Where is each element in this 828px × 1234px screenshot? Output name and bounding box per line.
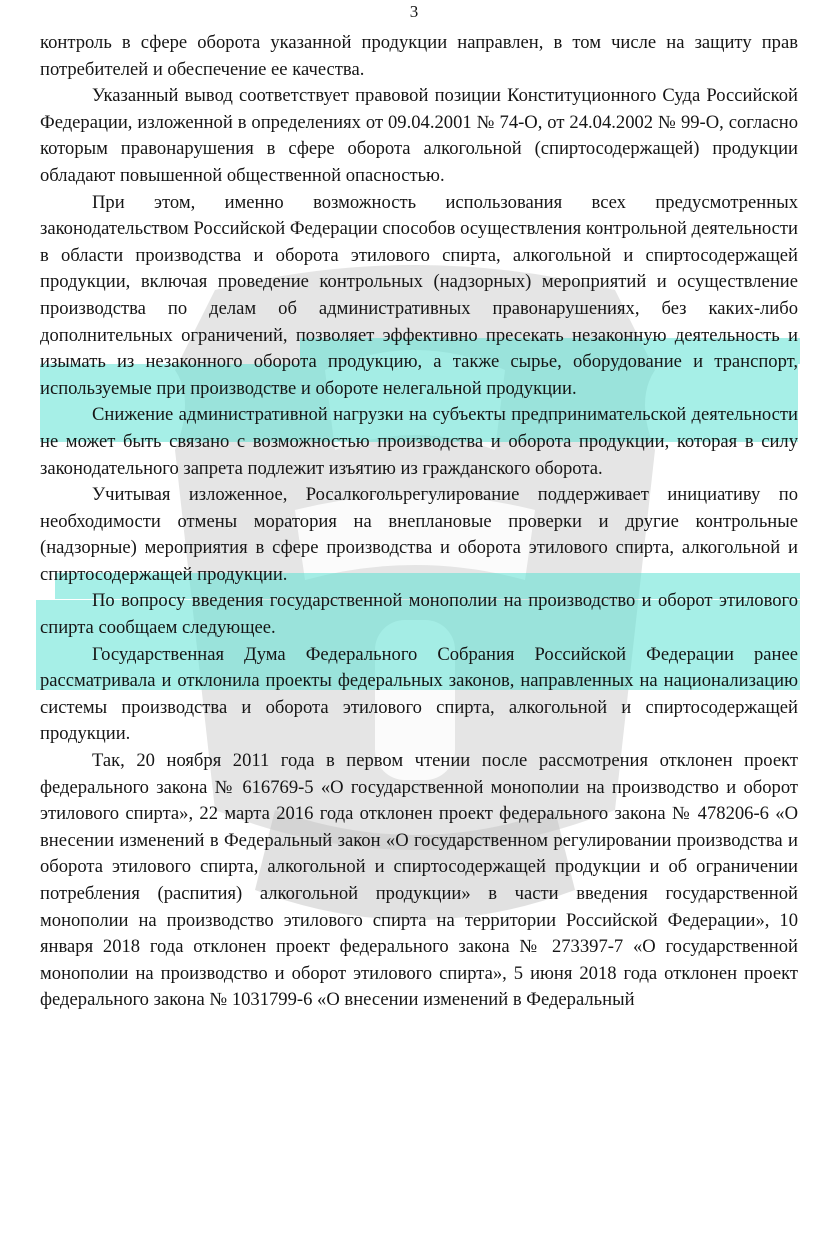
paragraph-1: контроль в сфере оборота указанной продукции направлен, в том числе на защиту прав потребителей и обеспечение ее качества.	[40, 32, 798, 80]
paragraph-7: Государственная Дума Федерального Собрания Российской Федерации ранее рассматривала и отклонила проекты федеральных законов, направленных на национализацию системы производства и оборота этилового спирта, алкогольной и спиртосодержащей продукции.	[40, 643, 798, 745]
paragraph-8: Так, 20 ноября 2011 года в первом чтении после рассмотрения отклонен проект федерального закона № 616769-5 «О государственной монополии на производство и оборот этилового спирта», 22 марта 2016 года отклонен проект федерального закона № 478206-6 «О внесении изменений в Федеральный закон «О государственном регулировании производства и оборота этилового спирта, алкогольной и спиртосодержащей продукции и об ограничении потребления (распития) алкогольной продукции» в части введения государственной монополии на производство этилового спирта на территории Российской Федерации», 10 января 2018 года отклонен проект федерального закона № 273397-7 «О государственной монополии на производство и оборот этилового спирта», 5 июня 2018 года отклонен проект федерального закона № 1031799-6 «О внесении изменений в Федеральный	[40, 750, 798, 1011]
document-body	[40, 30, 798, 1014]
paragraph-3: При этом, именно возможность использования всех предусмотренных законодательством Российской Федерации способов осуществления контрольной деятельности в области производства и оборота этилового спирта, алкогольной и спиртосодержащей продукции, включая проведение контрольных (надзорных) мероприятий и осуществление производства по делам об административных правонарушениях, без каких-либо дополнительных ограничений, позволяет эффективно пресекать незаконную деятельность и изымать из незаконного оборота продукцию, а также сырье, оборудование и транспорт, используемые при производстве и обороте нелегальной продукции.	[40, 191, 798, 399]
paragraph-6: По вопросу введения государственной монополии на производство и оборот этилового спирта сообщаем следующее.	[40, 590, 798, 639]
paragraph-4: Снижение административной нагрузки на субъекты предпринимательской деятельности не может быть связано с возможностью производства и оборота продукции, которая в силу законодательного запрета подлежит изъятию из гражданского оборота.	[40, 404, 798, 479]
paragraph-2: Указанный вывод соответствует правовой позиции Конституционного Суда Российской Федерации, изложенной в определениях от 09.04.2001 № 74-О, от 24.04.2002 № 99-О, согласно которым правонарушения в сфере оборота алкогольной (спиртосодержащей) продукции обладают повышенной общественной опасностью.	[40, 85, 798, 186]
page-number: 3	[409, 2, 419, 21]
paragraph-5: Учитывая изложенное, Росалкогольрегулирование поддерживает инициативу по необходимости отмены моратория на внеплановые проверки и другие контрольные (надзорные) мероприятия в сфере производства и оборота этилового спирта, алкогольной и спиртосодержащей продукции.	[40, 484, 798, 585]
